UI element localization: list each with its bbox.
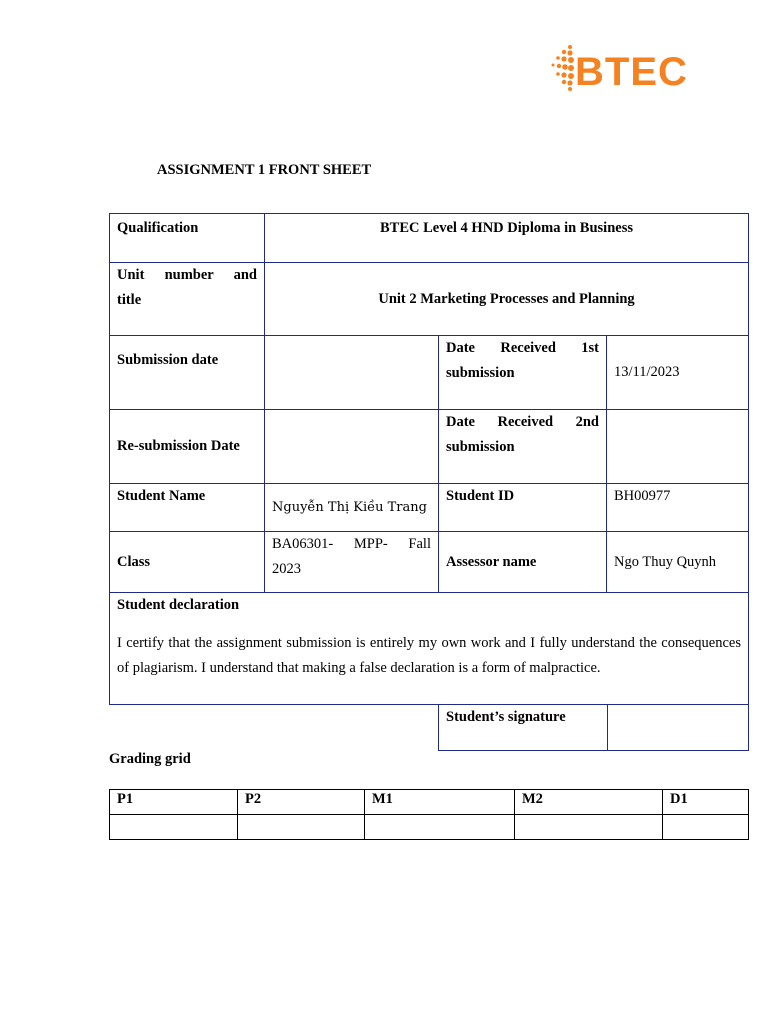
unit-value: Unit 2 Marketing Processes and Planning [265, 263, 749, 336]
grade-cell-d1[interactable] [663, 815, 749, 840]
date-received-1st-value[interactable]: 13/11/2023 [607, 336, 749, 410]
grade-header-d1: D1 [663, 790, 749, 815]
student-id-value[interactable]: BH00977 [607, 484, 749, 532]
grade-header-m1: M1 [365, 790, 515, 815]
signature-field[interactable] [608, 705, 749, 751]
qualification-label: Qualification [110, 214, 265, 263]
document-title: ASSIGNMENT 1 FRONT SHEET [157, 162, 372, 178]
assessor-value[interactable]: Ngo Thuy Quynh [607, 532, 749, 593]
grade-header-p2: P2 [238, 790, 365, 815]
signature-label: Student’s signature [439, 705, 608, 751]
assessor-label: Assessor name [439, 532, 607, 593]
date-received-1st-label: Date Received 1st submission [439, 336, 607, 410]
resubmission-date-value[interactable] [265, 410, 439, 484]
class-label: Class [110, 532, 265, 593]
class-value[interactable]: BA06301- MPP- Fall 2023 [265, 532, 439, 593]
grading-grid-title: Grading grid [109, 751, 191, 767]
unit-label: Unit number and title [110, 263, 265, 336]
grade-header-m2: M2 [515, 790, 663, 815]
signature-table [438, 704, 749, 751]
declaration-title: Student declaration [117, 597, 240, 613]
declaration-text: I certify that the assignment submission is entirely my own work and I fully understand the consequences of plagiarism. I understand that making a false declaration is a form of malpractice. [117, 635, 742, 676]
grade-cell-p2[interactable] [238, 815, 365, 840]
grade-cell-p1[interactable] [110, 815, 238, 840]
grading-grid [109, 789, 749, 840]
front-sheet-table [109, 213, 748, 705]
student-id-label: Student ID [439, 484, 607, 532]
student-name-label: Student Name [110, 484, 265, 532]
grade-cell-m2[interactable] [515, 815, 663, 840]
student-name-value[interactable]: Nguyễn Thị Kiều Trang [265, 484, 439, 532]
qualification-value: BTEC Level 4 HND Diploma in Business [265, 214, 749, 263]
logo-text: BTEC [575, 50, 688, 92]
submission-date-label: Submission date [110, 336, 265, 410]
date-received-2nd-label: Date Received 2nd submission [439, 410, 607, 484]
resubmission-date-label: Re-submission Date [110, 410, 265, 484]
btec-logo [548, 44, 698, 92]
grade-cell-m1[interactable] [365, 815, 515, 840]
date-received-2nd-value[interactable] [607, 410, 749, 484]
declaration-cell [110, 593, 749, 705]
grade-header-p1: P1 [110, 790, 238, 815]
submission-date-value[interactable] [265, 336, 439, 410]
